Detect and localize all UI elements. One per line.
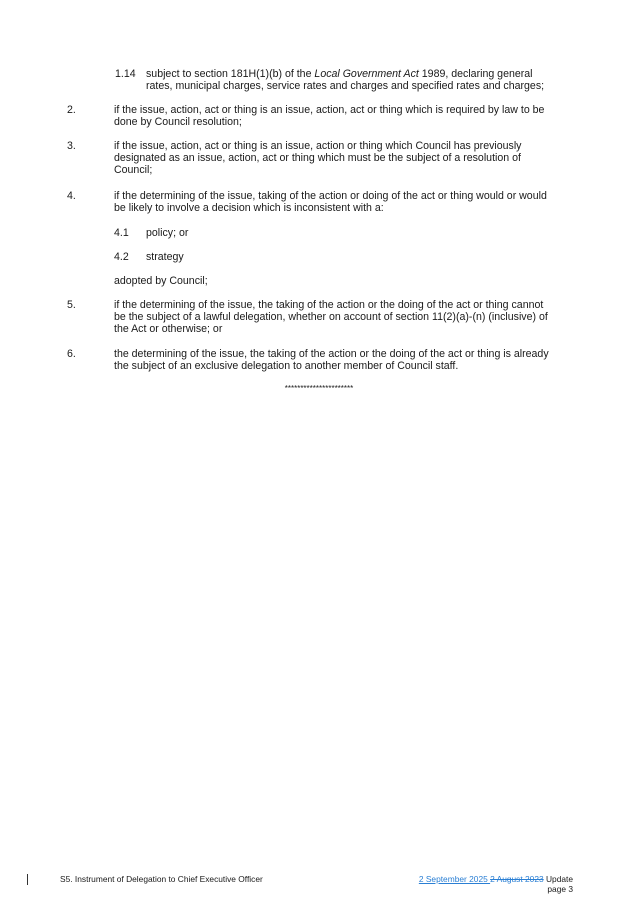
act-name-italic: Local Government Act <box>314 68 419 80</box>
item-1-14-text-post: 1989, declaring general <box>418 68 533 80</box>
footer-deleted-date: 2 August 2023 <box>490 874 544 884</box>
item-2-line-2: done by Council resolution; <box>114 116 242 128</box>
revision-change-bar <box>27 874 28 885</box>
item-number-6: 6. <box>67 348 76 360</box>
item-6-line-2: the subject of an exclusive delegation to another member of Council staff. <box>114 360 459 372</box>
item-2-line-1: if the issue, action, act or thing is an issue, action, act or thing which is required by law to be <box>114 104 545 116</box>
item-5-line-3: the Act or otherwise; or <box>114 323 223 335</box>
item-5-line-2: be the subject of a lawful delegation, whether on account of section 11(2)(a)-(n) (inclusive) of <box>114 311 548 323</box>
item-3-line-3: Council; <box>114 164 153 176</box>
item-6-line-1: the determining of the issue, the taking of the action or the doing of the act or thing is already <box>114 348 549 360</box>
footer-document-title: S5. Instrument of Delegation to Chief Executive Officer <box>60 874 263 884</box>
item-1-14-text-pre: subject to section 181H(1)(b) of the <box>146 68 315 80</box>
footer-update-label: Update <box>543 874 573 884</box>
item-4-tail: adopted by Council; <box>114 275 208 287</box>
subitem-4-2-text: strategy <box>146 251 184 263</box>
item-number-5: 5. <box>67 299 76 311</box>
item-number-1-14: 1.14 <box>115 68 136 80</box>
footer-page-number: page 3 <box>547 884 573 894</box>
subitem-number-4-2: 4.2 <box>114 251 129 263</box>
item-1-14-line-1 <box>146 68 533 80</box>
item-number-2: 2. <box>67 104 76 116</box>
item-1-14-line-2: rates, municipal charges, service rates and charges and specified rates and charges; <box>146 80 545 92</box>
footer-new-date: 2 September 2025 <box>418 874 491 884</box>
item-4-line-2: be likely to involve a decision which is inconsistent with a: <box>114 202 384 214</box>
item-5-line-1: if the determining of the issue, the taking of the action or the doing of the act or thing cannot <box>114 299 544 311</box>
item-3-line-1: if the issue, action, act or thing is an issue, action or thing which Council has previously <box>114 140 522 152</box>
subitem-number-4-1: 4.1 <box>114 227 129 239</box>
subitem-4-1-text: policy; or <box>146 227 189 239</box>
item-number-3: 3. <box>67 140 76 152</box>
end-of-document-marker: ********************** <box>284 384 354 393</box>
footer-revision-date <box>419 874 573 884</box>
item-4-line-1: if the determining of the issue, taking of the action or doing of the act or thing would or would <box>114 190 547 202</box>
item-number-4: 4. <box>67 190 76 202</box>
item-3-line-2: designated as an issue, action, act or thing which must be the subject of a resolution of <box>114 152 521 164</box>
